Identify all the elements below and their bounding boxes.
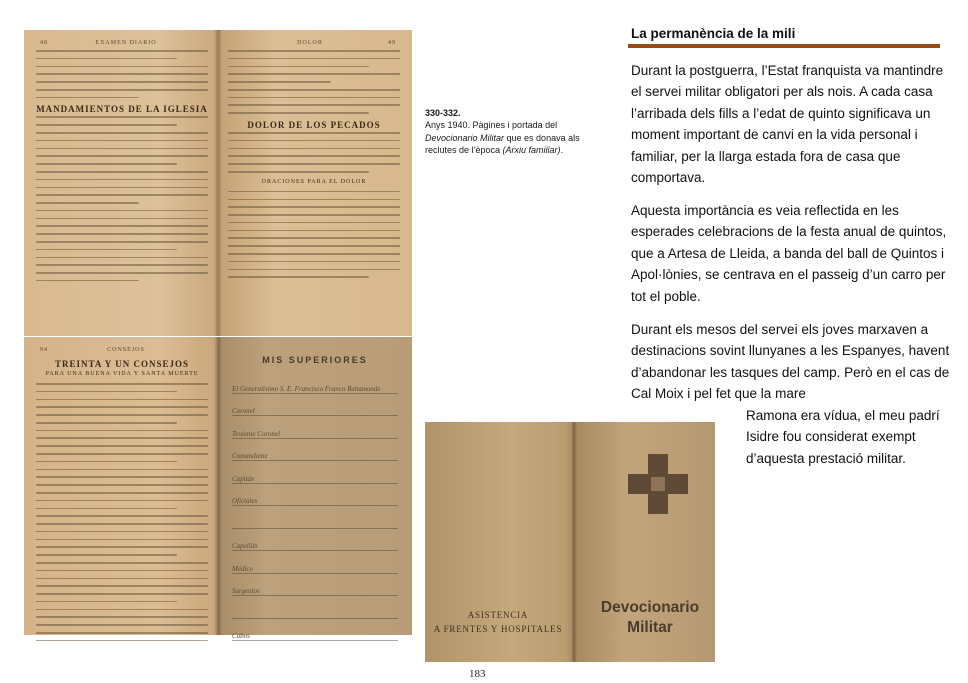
missal-left-header (36, 40, 208, 46)
rank-row: Comandante (232, 439, 398, 462)
title-underline-rule (628, 44, 940, 48)
council-right-page (218, 337, 412, 640)
page-number: 183 (469, 668, 486, 680)
figure-caption: 330-332. Anys 1940. Pàgines i portada del Devocionario Militar que es donava als reclutes de l’època (Arxiu familiar). (425, 107, 595, 156)
missal-fold-shadow (214, 30, 222, 336)
cover-spine (571, 422, 577, 662)
council-left-heading: TREINTA Y UN CONSEJOS (55, 359, 189, 369)
caption-source: (Arxiu familiar) (502, 144, 561, 155)
missal-left-text-block (36, 50, 208, 98)
rank-row: Capitán (232, 461, 398, 484)
red-cross-emblem-icon (628, 454, 688, 514)
council-left-running-head: CONSEJOS (107, 347, 145, 353)
missal-left-page (24, 30, 218, 336)
council-left-page-number: 94 (40, 347, 48, 353)
devocionario-cover-photo (425, 422, 715, 662)
council-left-page (24, 337, 218, 635)
council-pages-photo (24, 337, 412, 640)
superiors-heading: MIS SUPERIORES (262, 355, 368, 365)
cover-title (595, 598, 705, 638)
missal-pages-photo (24, 30, 412, 336)
rank-row: Sargentos (232, 574, 398, 597)
missal-right-page (218, 30, 412, 336)
rank-row (232, 506, 398, 529)
council-fold-shadow (214, 337, 222, 635)
body-paragraph-3: Durant els mesos del servei els joves marxaven a destinacions sovint llunyanes a les Espanyes, havent d’abandonar les tasques del camp. Però en el cas de Cal Moix i pel fet que la mare (631, 322, 950, 402)
superiors-list (232, 371, 398, 641)
body-paragraph-4: Ramona era vídua, el meu padrí Isidre fou considerat exempt d’aquesta prestació militar. (746, 408, 940, 466)
cover-org-line1: ASISTENCIA (467, 610, 529, 620)
missal-right-header (228, 40, 400, 46)
council-left-subheading: PARA UNA BUENA VIDA Y SANTA MUERTE (45, 371, 199, 377)
missal-right-text-block-3 (228, 191, 400, 278)
missal-left-text-block-2 (36, 116, 208, 281)
caption-number: 330-332. (425, 108, 461, 118)
body-paragraph-2: Aquesta importància es veia reflectida en les esperades celebracions de la festa anual de quintos, que a Artesa de Lleida, a banda del ball de Quintos i Apol·lònies, se centrava en el passeig d’un carro per tot el poble. (631, 203, 947, 304)
missal-left-page-number: 48 (40, 40, 48, 46)
rank-row: Teniente Coronel (232, 416, 398, 439)
rank-row: Oficiales (232, 484, 398, 507)
cover-organization (431, 608, 565, 636)
cover-title-line2: Militar (627, 619, 673, 636)
missal-right-text-block-2 (228, 132, 400, 173)
council-left-header (36, 347, 208, 353)
rank-row: Médico (232, 551, 398, 574)
missal-right-running-head: DOLOR (297, 40, 323, 46)
rank-row: El Generalísimo S. E. Francisco Franco Bahamonde (232, 371, 398, 394)
missal-right-heading: DOLOR DE LOS PECADOS (247, 120, 381, 131)
rank-row: Cabos (232, 619, 398, 642)
missal-left-running-head: EXAMEN DIARIO (95, 40, 157, 46)
caption-text: Anys 1940. Pàgines i portada del (425, 120, 558, 131)
rank-row: Coronel (232, 394, 398, 417)
missal-right-page-number: 49 (387, 40, 396, 46)
missal-right-subheading: ORACIONES PARA EL DOLOR (261, 178, 367, 185)
rank-row: Capellán (232, 529, 398, 552)
body-paragraph-1: Durant la postguerra, l’Estat franquista va mantindre el servei militar obligatori per als nois. A cada casa l’arribada dels fills a l’edat de quinto significava un moment important de canvi en la vida personal i familiar, per la llarga estada fora de casa que comportava. (631, 63, 944, 186)
missal-right-text-block (228, 50, 400, 114)
missal-left-heading: MANDAMIENTOS DE LA IGLESIA (36, 104, 208, 115)
rank-row (232, 596, 398, 619)
cover-title-line1: Devocionario (600, 599, 700, 616)
caption-book-title: Devocionario Militar (425, 132, 505, 143)
council-left-list (36, 383, 208, 641)
caption-text-continued: que es donava als reclutes de l’època (425, 132, 580, 155)
cover-org-line2: A FRENTES Y HOSPITALES (433, 624, 563, 634)
section-title: La permanència de la mili (631, 26, 796, 41)
